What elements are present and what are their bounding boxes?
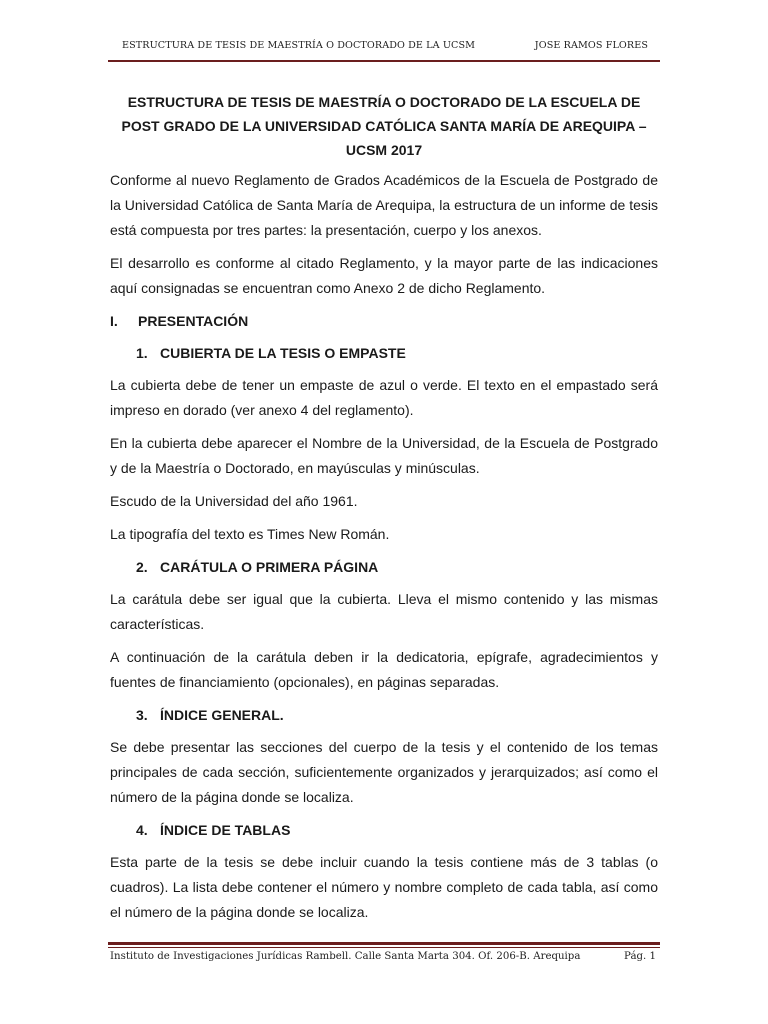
document-title: ESTRUCTURA DE TESIS DE MAESTRÍA O DOCTORADO DE LA ESCUELA DE POST GRADO DE LA UNIVERSIDAD CATÓLICA SANTA MARÍA DE AREQUIPA – UCSM 2017 bbox=[121, 94, 647, 158]
section-heading bbox=[110, 309, 658, 333]
header-author: JOSE RAMOS FLORES bbox=[534, 40, 648, 51]
subsection-number: 2. bbox=[136, 559, 148, 575]
body-paragraph: A continuación de la carátula deben ir la dedicatoria, epígrafe, agradecimientos y fuentes de financiamiento (opcionales), en páginas separadas. bbox=[110, 649, 658, 690]
intro-paragraph-2: El desarrollo es conforme al citado Reglamento, y la mayor parte de las indicaciones aquí consignadas se encuentran como Anexo 2 de dicho Reglamento. bbox=[110, 255, 658, 296]
body-paragraph: En la cubierta debe aparecer el Nombre de la Universidad, de la Escuela de Postgrado y de la Maestría o Doctorado, en mayúsculas y minúsculas. bbox=[110, 435, 658, 476]
body-paragraph: La cubierta debe de tener un empaste de azul o verde. El texto en el empastado será impreso en dorado (ver anexo 4 del reglamento). bbox=[110, 377, 658, 418]
subsection-heading bbox=[136, 341, 658, 365]
subsection-heading bbox=[136, 555, 658, 579]
subsection-title: ÍNDICE GENERAL. bbox=[160, 707, 284, 723]
footer-address: Instituto de Investigaciones Jurídicas Rambell. Calle Santa Marta 304. Of. 206-B. Arequipa bbox=[110, 951, 581, 962]
subsection-title: CARÁTULA O PRIMERA PÁGINA bbox=[160, 559, 379, 575]
body-paragraph: La carátula debe ser igual que la cubierta. Lleva el mismo contenido y las mismas características. bbox=[110, 591, 658, 632]
document-body bbox=[110, 90, 658, 933]
intro-paragraph-1: Conforme al nuevo Reglamento de Grados Académicos de la Escuela de Postgrado de la Universidad Católica de Santa María de Arequipa, la estructura de un informe de tesis está compuesta por tres partes: la presentación, cuerpo y los anexos. bbox=[110, 172, 658, 238]
subsection-number: 1. bbox=[136, 345, 148, 361]
subsection-heading bbox=[136, 703, 658, 727]
page-number: Pág. 1 bbox=[624, 951, 656, 962]
subsection-title: ÍNDICE DE TABLAS bbox=[160, 822, 291, 838]
header-rule bbox=[108, 60, 660, 62]
body-paragraph: Escudo de la Universidad del año 1961. bbox=[110, 493, 358, 509]
subsection-heading bbox=[136, 818, 658, 842]
body-paragraph: Se debe presentar las secciones del cuerpo de la tesis y el contenido de los temas principales de cada sección, suficientemente organizados y jerarquizados; así como el número de la página donde se localiza. bbox=[110, 739, 658, 805]
footer-rule bbox=[108, 942, 660, 945]
section-title: PRESENTACIÓN bbox=[138, 313, 249, 329]
section-number: I. bbox=[110, 313, 118, 329]
subsection-number: 3. bbox=[136, 707, 148, 723]
body-paragraph: La tipografía del texto es Times New Román. bbox=[110, 526, 390, 542]
body-paragraph: Esta parte de la tesis se debe incluir cuando la tesis contiene más de 3 tablas (o cuadros). La lista debe contener el número y nombre completo de cada tabla, así como el número de la página donde se localiza. bbox=[110, 854, 658, 920]
subsection-number: 4. bbox=[136, 822, 148, 838]
subsection-title: CUBIERTA DE LA TESIS O EMPASTE bbox=[160, 345, 406, 361]
footer-rule-thin bbox=[108, 947, 660, 948]
header-title: ESTRUCTURA DE TESIS DE MAESTRÍA O DOCTORADO DE LA UCSM bbox=[122, 40, 476, 51]
